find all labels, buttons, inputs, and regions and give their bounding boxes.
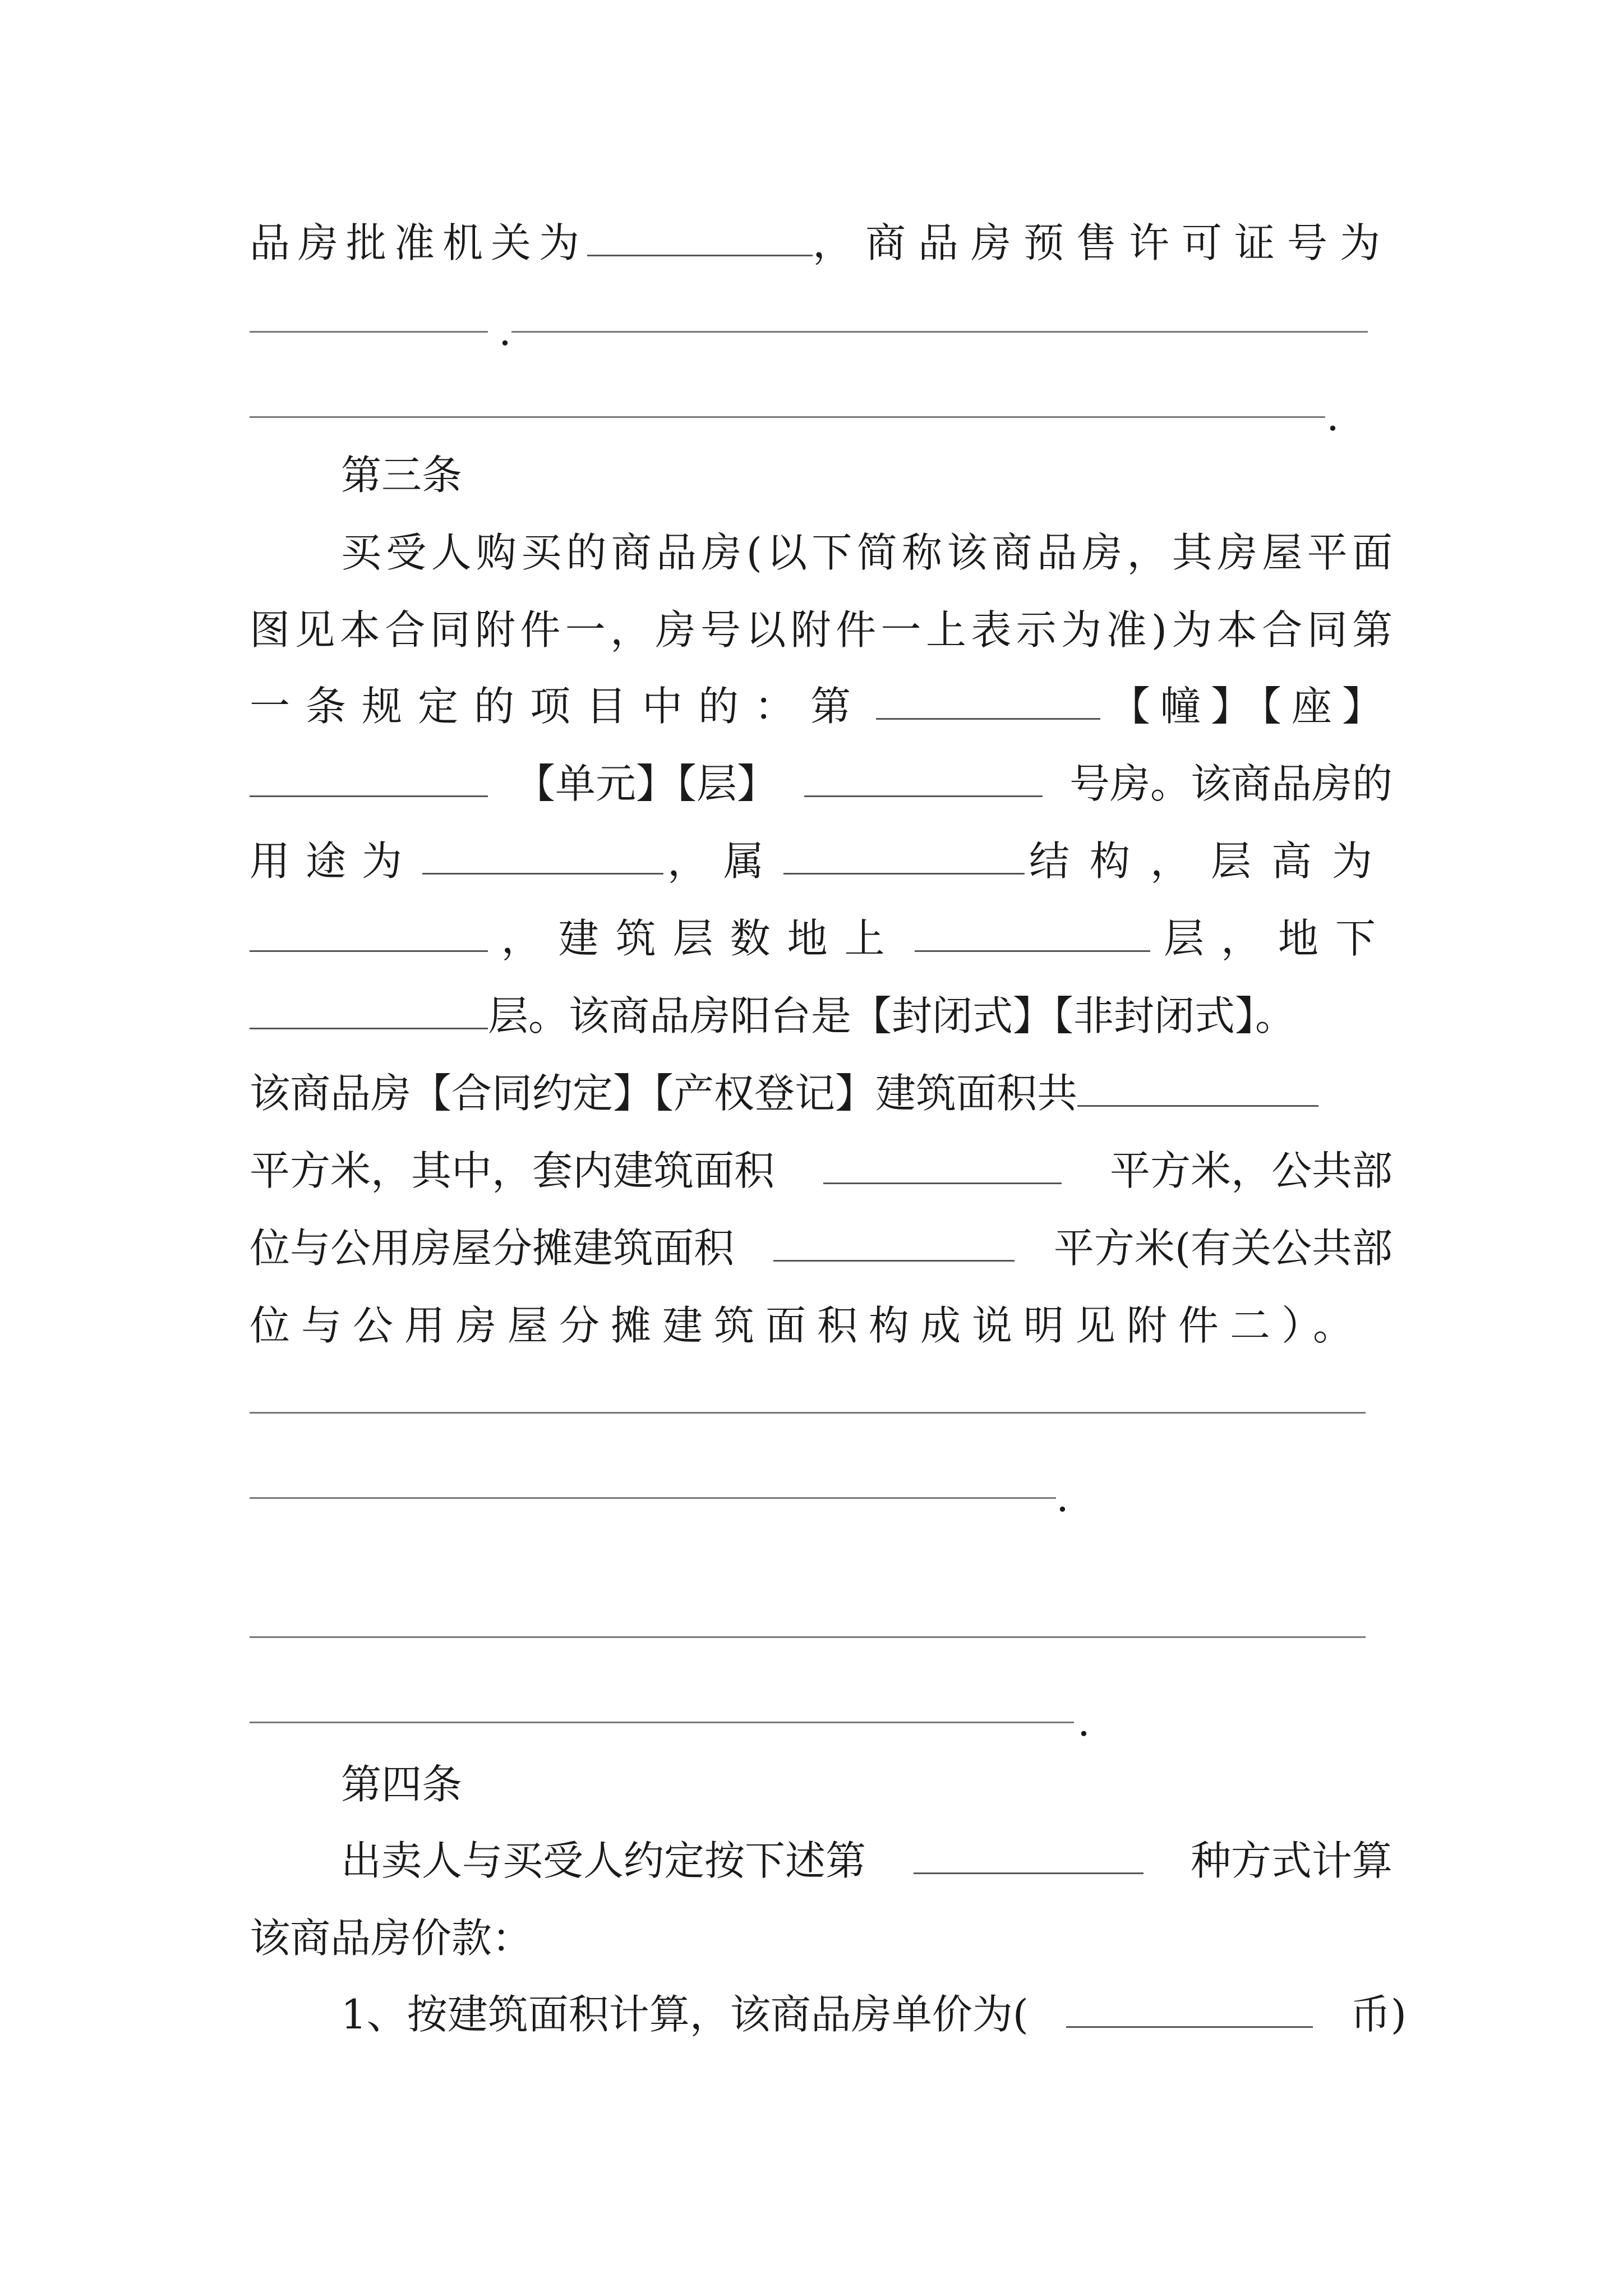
presale-permit-blank[interactable] (250, 331, 488, 333)
calculation-method-suffix: 种方式计算 (1190, 1837, 1393, 1884)
article3-heading: 第三条 (341, 452, 463, 499)
period-mark: . (1056, 1474, 1069, 1521)
presale-permit-label: ，商品房预售许可证号为 (812, 219, 1393, 266)
currency-suffix: 币) (1350, 1991, 1407, 2038)
period-mark: . (1077, 1698, 1090, 1745)
unit-floor-options: 【单元】【层】 (514, 760, 777, 807)
structure-blank[interactable] (783, 839, 1025, 875)
floors-below-label: 层，地下 (1163, 915, 1393, 962)
shared-area-note: 平方米(有关公共部 (1053, 1225, 1393, 1272)
article3-line6 (250, 905, 1393, 972)
unit-number-blank[interactable] (250, 762, 488, 797)
article3-line2: 图见本合同附件一，房号以附件一上表示为准)为本合同第 (250, 606, 1393, 654)
room-number-blank[interactable] (804, 762, 1043, 797)
unit-price-label: 1、按建筑面积计算，该商品房单价为( (341, 1991, 1029, 2038)
article4-line2: 该商品房价款： (250, 1915, 533, 1962)
building-type-options: 【幢】【座】 (1109, 683, 1393, 730)
blank-rule[interactable] (511, 331, 1368, 333)
article3-line10 (250, 1214, 1393, 1282)
blank-rule[interactable] (250, 1497, 1056, 1499)
shared-area-label: 位与公用房屋分摊建筑面积 (250, 1225, 735, 1272)
blank-rule[interactable] (250, 1722, 1074, 1723)
building-area-text: 该商品房【合同约定】【产权登记】建筑面积共 (250, 1070, 1078, 1117)
public-area-label: 平方米，公共部 (1109, 1147, 1393, 1194)
article2-line1 (250, 209, 1393, 277)
blank-rule[interactable] (250, 416, 1325, 418)
shared-area-blank[interactable] (773, 1226, 1015, 1262)
inner-area-label: 平方米，其中，套内建筑面积 (250, 1147, 775, 1194)
blank-rule[interactable] (250, 1412, 1366, 1414)
room-number-text: 号房。该商品房的 (1069, 760, 1393, 807)
floors-below-blank[interactable] (250, 994, 488, 1029)
approval-authority-blank[interactable] (587, 221, 813, 256)
project-text: 一条规定的项目中的：第 (250, 683, 867, 730)
floor-height-label: 结构，层高为 (1029, 838, 1393, 885)
article4-heading: 第四条 (341, 1761, 463, 1808)
approval-authority-label: 品房批准机关为 (250, 219, 588, 266)
structure-label: ，属 (667, 838, 780, 885)
period-mark: . (499, 307, 511, 355)
calculation-method-label: 出卖人与买受人约定按下述第 (341, 1837, 866, 1884)
article3-line9 (250, 1137, 1393, 1204)
floors-above-label: ，建筑层数地上 (501, 915, 902, 962)
article4-line1 (341, 1827, 1393, 1894)
balcony-text: 层。该商品房阳台是【封闭式】【非封闭式】。 (488, 992, 1296, 1039)
article3-line4 (250, 750, 1393, 817)
article3-line5 (250, 827, 1393, 895)
blank-rule[interactable] (250, 1636, 1366, 1638)
usage-blank[interactable] (422, 839, 663, 875)
building-number-blank[interactable] (876, 684, 1100, 720)
calculation-method-blank[interactable] (914, 1839, 1144, 1874)
article3-line7 (250, 982, 1295, 1050)
inner-area-blank[interactable] (823, 1149, 1062, 1184)
building-area-blank[interactable] (1077, 1071, 1318, 1107)
floors-above-blank[interactable] (915, 917, 1150, 952)
article3-line8 (250, 1060, 1318, 1127)
article4-line3 (341, 1981, 1407, 2048)
period-mark: . (1326, 393, 1339, 440)
floor-height-blank[interactable] (250, 917, 488, 952)
article3-line1: 买受人购买的商品房(以下简称该商品房，其房屋平面 (341, 529, 1393, 576)
currency-blank[interactable] (1066, 1993, 1313, 2028)
article3-line3 (250, 673, 1393, 740)
usage-label: 用途为 (250, 838, 418, 885)
article3-line11: 位与公用房屋分摊建筑面积构成说明见附件二）。 (250, 1302, 1365, 1349)
